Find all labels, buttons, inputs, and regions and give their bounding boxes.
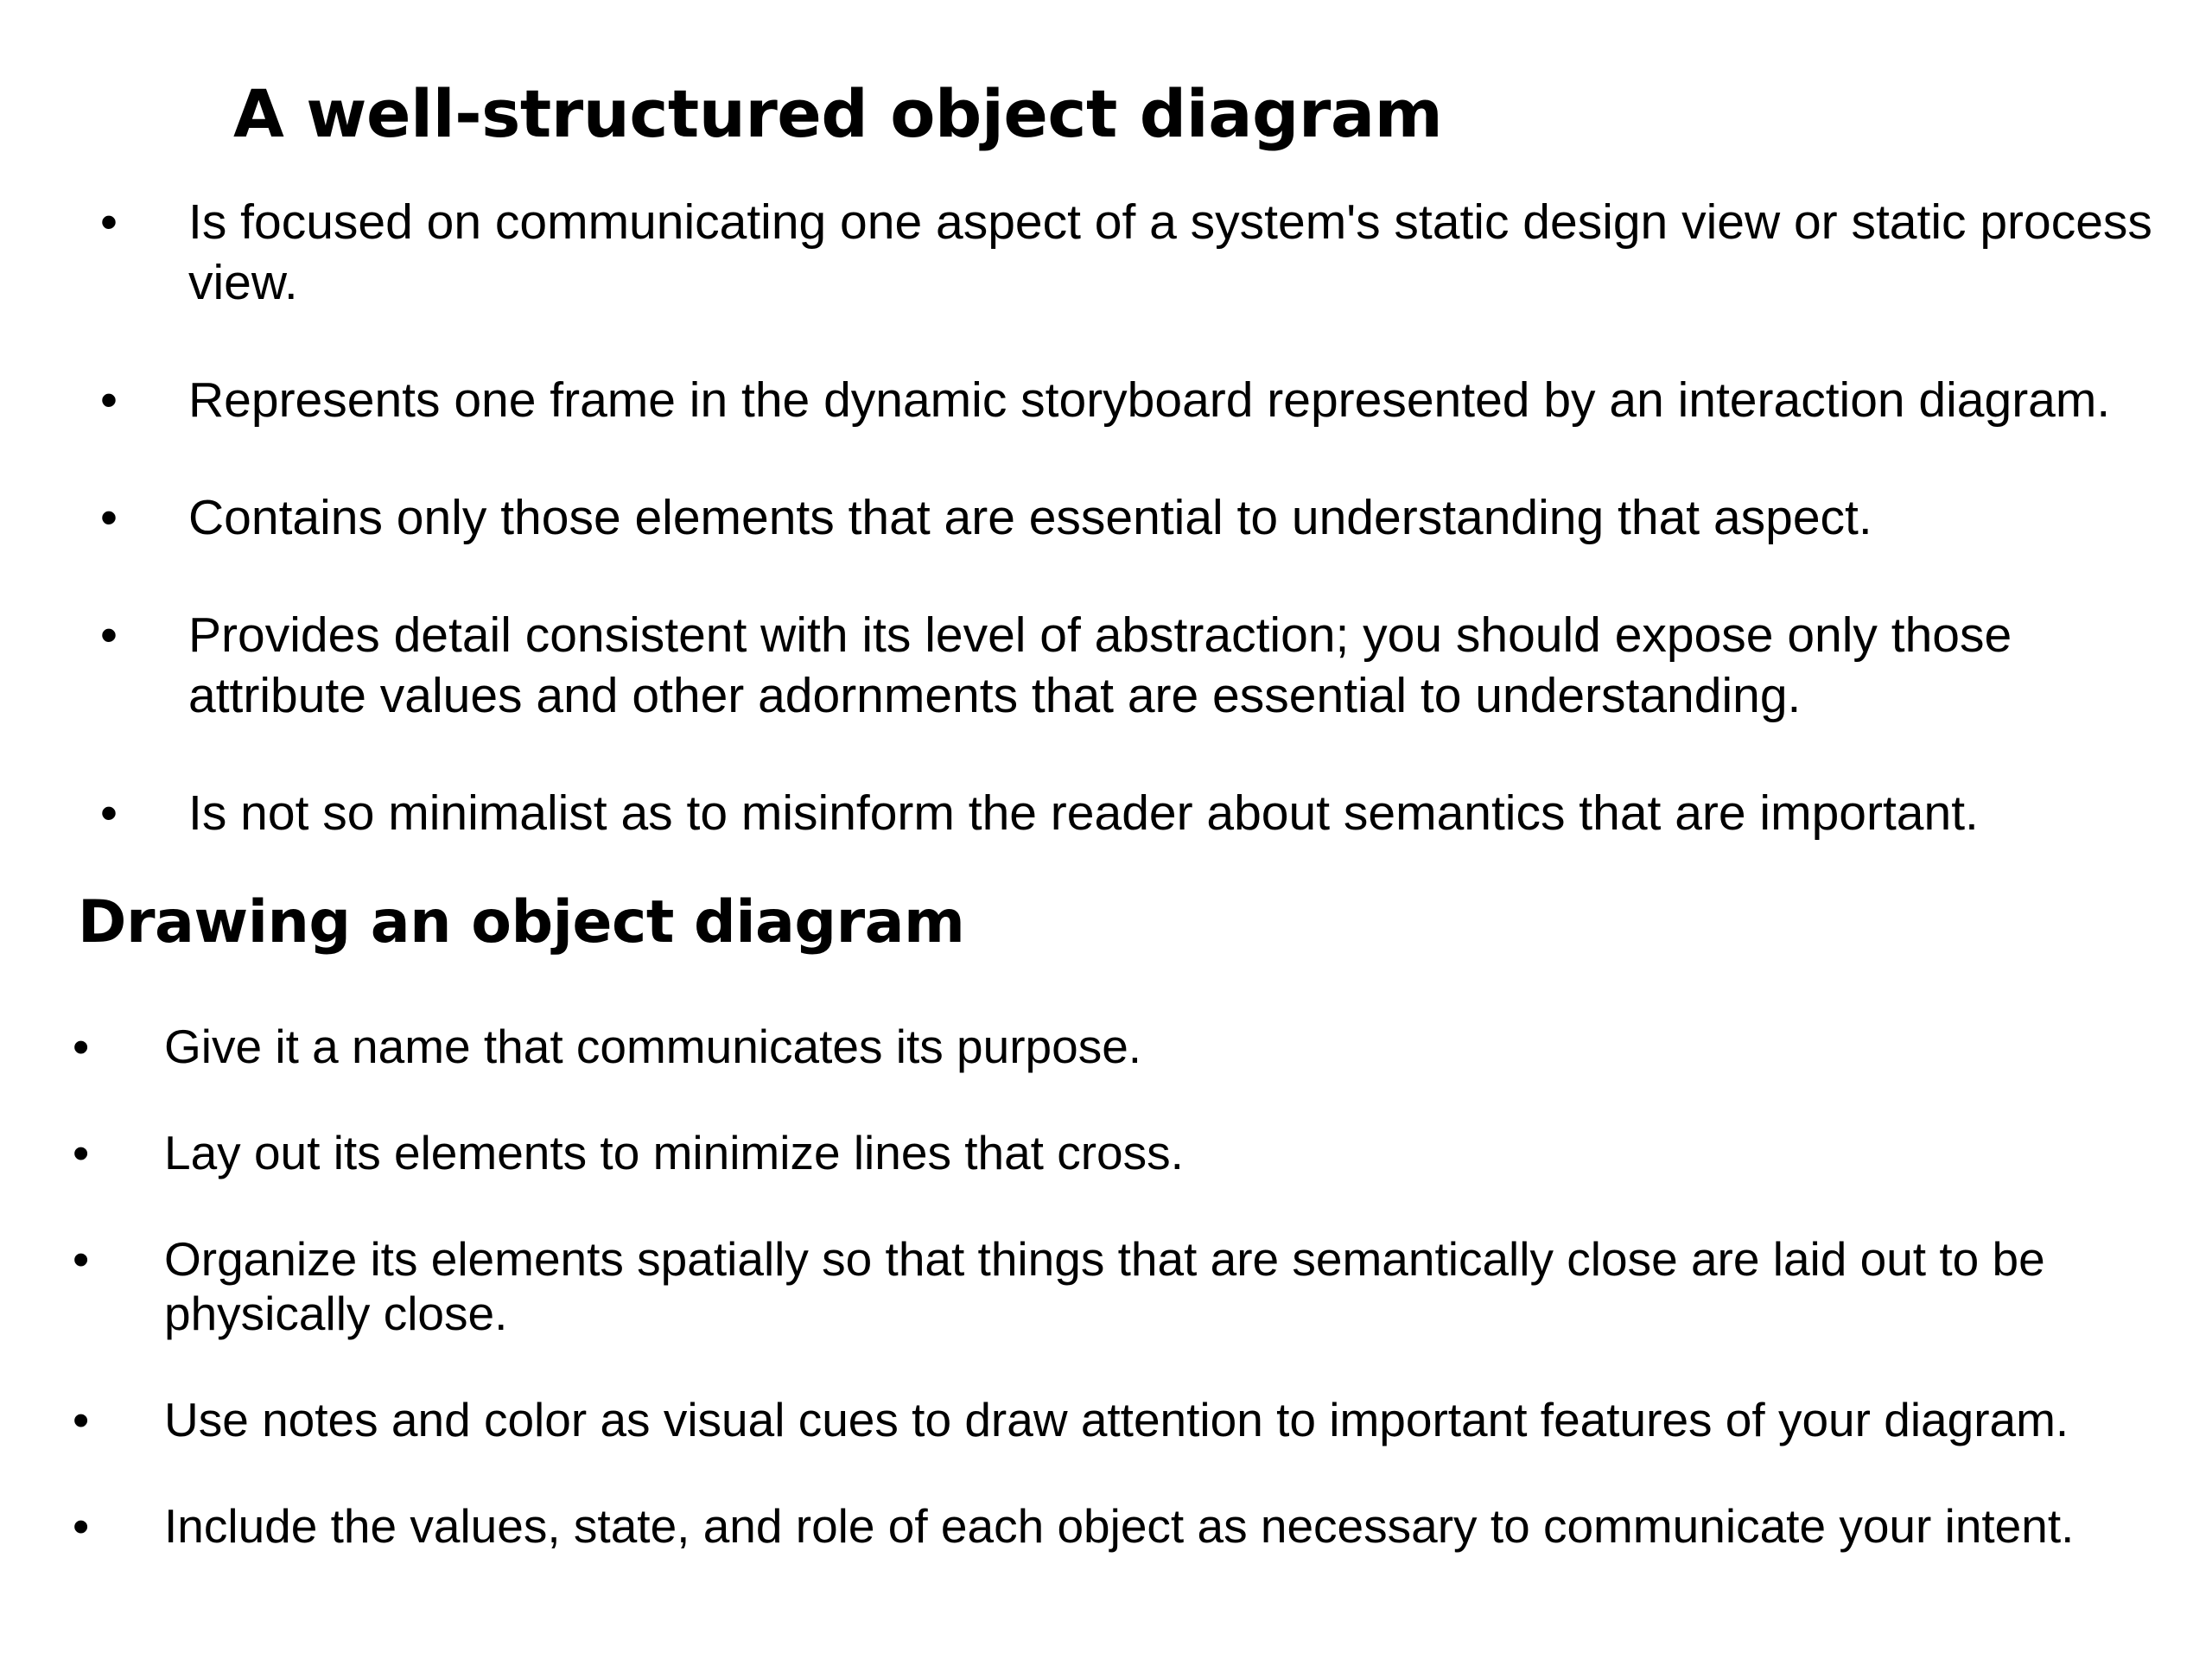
list-item	[73, 1232, 2212, 1341]
bullet-icon: •	[100, 785, 118, 841]
list-item-text: Is focused on communicating one aspect of a system's static design view or static process view.	[188, 194, 2152, 310]
list-item	[73, 1393, 2212, 1447]
list-item	[100, 783, 2193, 843]
list-item-text: Is not so minimalist as to misinform the reader about semantics that are important.	[188, 785, 1979, 841]
bullet-icon: •	[73, 1393, 90, 1446]
list-item	[100, 370, 2193, 430]
list-item-text: Use notes and color as visual cues to draw attention to important features of your diagram.	[164, 1393, 2069, 1446]
list-item	[100, 487, 2193, 548]
bullet-icon: •	[100, 194, 118, 250]
list-item-text: Provides detail consistent with its level of abstraction; you should expose only those attribute values and other adornments that are essential to understanding.	[188, 607, 2012, 723]
section-title-drawing: Drawing an object diagram	[78, 888, 965, 957]
bullet-icon: •	[100, 490, 118, 545]
drawing-list	[73, 1020, 2212, 1605]
list-item	[100, 605, 2193, 726]
well-structured-list	[100, 192, 2193, 900]
bullet-icon: •	[73, 1499, 90, 1553]
bullet-icon: •	[73, 1126, 90, 1179]
list-item-text: Organize its elements spatially so that things that are semantically close are laid out to be physically close.	[164, 1232, 2045, 1340]
list-item-text: Contains only those elements that are essential to understanding that aspect.	[188, 490, 1872, 545]
list-item	[73, 1499, 2212, 1554]
list-item-text: Include the values, state, and role of each object as necessary to communicate your intent.	[164, 1499, 2075, 1553]
list-item-text: Represents one frame in the dynamic storyboard represented by an interaction diagram.	[188, 372, 2111, 428]
list-item	[73, 1126, 2212, 1180]
bullet-icon: •	[100, 372, 118, 428]
list-item	[73, 1020, 2212, 1074]
section-title-well-structured: A well-structured object diagram	[233, 75, 1443, 152]
list-item-text: Give it a name that communicates its purpose.	[164, 1020, 1142, 1073]
list-item	[100, 192, 2193, 313]
bullet-icon: •	[73, 1020, 90, 1073]
bullet-icon: •	[73, 1232, 90, 1286]
list-item-text: Lay out its elements to minimize lines that cross.	[164, 1126, 1184, 1179]
bullet-icon: •	[100, 607, 118, 663]
